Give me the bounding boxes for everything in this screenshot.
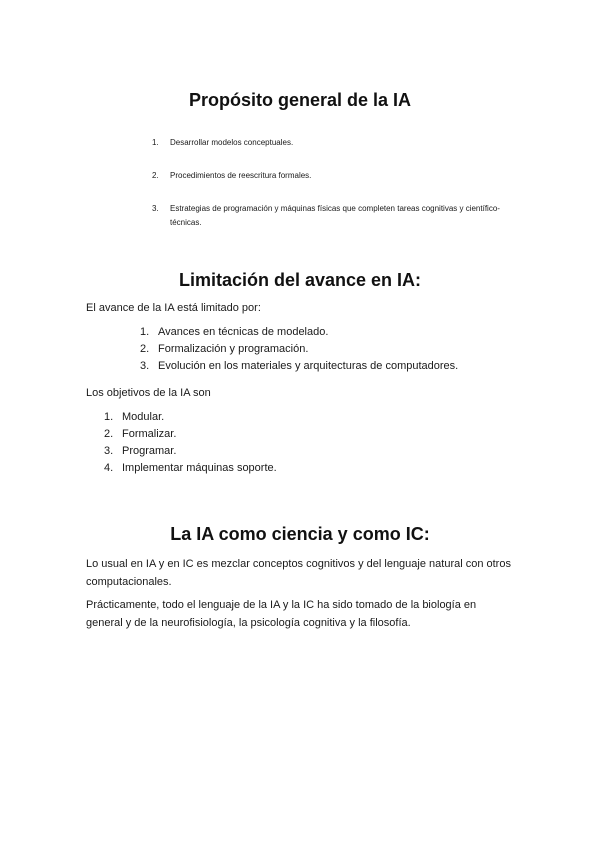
proposito-list (152, 136, 515, 230)
limits-list (140, 324, 538, 375)
section-title-proposito: Propósito general de la IA (188, 90, 412, 110)
list-item: 4. Implementar máquinas soporte. (104, 462, 277, 474)
objectives-list (104, 409, 502, 477)
list-item: 1. Modular. (104, 411, 165, 423)
ciencia-paragraph-1: Lo usual en IA y en IC es mezclar conceptos cognitivos y del lenguaje natural con otros computacionales. (86, 558, 511, 588)
limitacion-intro: El avance de la IA está limitado por: (86, 302, 261, 314)
list-item: 1. Avances en técnicas de modelado. (140, 326, 329, 338)
list-item: 3. Evolución en los materiales y arquitecturas de computadores. (140, 360, 459, 372)
list-item: 1. Desarrollar modelos conceptuales. (152, 138, 294, 147)
list-item: 2. Procedimientos de reescritura formales. (152, 171, 312, 180)
section-title-limitacion: Limitación del avance en IA: (178, 270, 422, 290)
list-item: 3. Programar. (104, 445, 177, 457)
section-title-ciencia: La IA como ciencia y como IC: (170, 524, 430, 544)
list-item: 2. Formalizar. (104, 428, 177, 440)
ciencia-paragraph-2: Prácticamente, todo el lenguaje de la IA y la IC ha sido tomado de la biología en general y de la neurofisiología, la psicología cognitiva y la filosofía. (86, 599, 477, 629)
list-item: 3. Estrategias de programación y máquinas físicas que completen tareas cognitivas y científico-técnicas. (152, 204, 500, 227)
objectives-intro: Los objetivos de la IA son (86, 387, 211, 399)
list-item: 2. Formalización y programación. (140, 343, 309, 355)
